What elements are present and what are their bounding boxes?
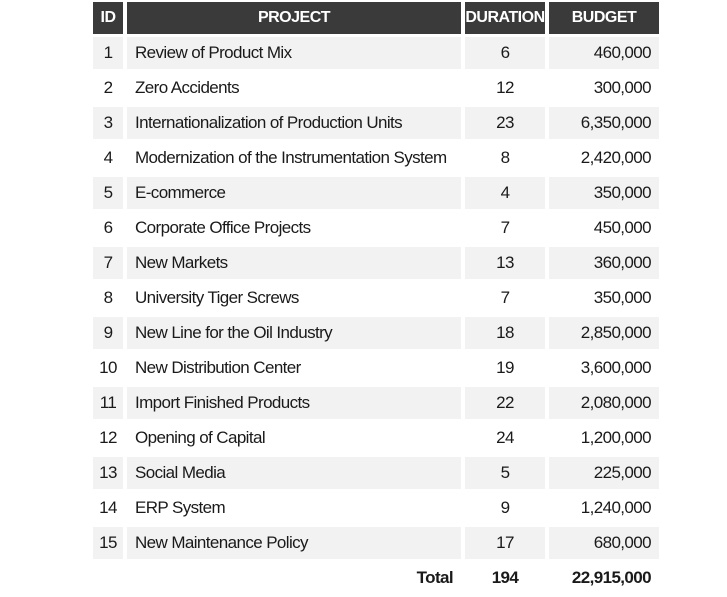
cell-id: 6 bbox=[93, 212, 123, 244]
cell-id: 2 bbox=[93, 72, 123, 104]
cell-project: Import Finished Products bbox=[127, 387, 461, 419]
cell-duration: 7 bbox=[465, 282, 545, 314]
total-budget: 22,915,000 bbox=[549, 562, 659, 594]
cell-id: 11 bbox=[93, 387, 123, 419]
table-row bbox=[93, 142, 659, 174]
cell-budget: 350,000 bbox=[549, 177, 659, 209]
cell-duration: 13 bbox=[465, 247, 545, 279]
table-row bbox=[93, 37, 659, 69]
header-project: PROJECT bbox=[127, 2, 461, 34]
cell-duration: 5 bbox=[465, 457, 545, 489]
cell-budget: 360,000 bbox=[549, 247, 659, 279]
cell-project: University Tiger Screws bbox=[127, 282, 461, 314]
table-body bbox=[93, 37, 659, 559]
cell-id: 3 bbox=[93, 107, 123, 139]
cell-id: 8 bbox=[93, 282, 123, 314]
cell-project: E-commerce bbox=[127, 177, 461, 209]
cell-duration: 6 bbox=[465, 37, 545, 69]
table-row bbox=[93, 247, 659, 279]
cell-budget: 300,000 bbox=[549, 72, 659, 104]
cell-id: 5 bbox=[93, 177, 123, 209]
cell-id: 15 bbox=[93, 527, 123, 559]
table-row bbox=[93, 282, 659, 314]
cell-project: Internationalization of Production Units bbox=[127, 107, 461, 139]
cell-budget: 3,600,000 bbox=[549, 352, 659, 384]
cell-project: Zero Accidents bbox=[127, 72, 461, 104]
project-table bbox=[89, 0, 663, 597]
cell-budget: 450,000 bbox=[549, 212, 659, 244]
cell-project: New Line for the Oil Industry bbox=[127, 317, 461, 349]
table-row bbox=[93, 422, 659, 454]
table-row bbox=[93, 72, 659, 104]
header-duration: DURATION bbox=[465, 2, 545, 34]
cell-budget: 1,240,000 bbox=[549, 492, 659, 524]
total-duration: 194 bbox=[465, 562, 545, 594]
cell-project: Opening of Capital bbox=[127, 422, 461, 454]
cell-id: 14 bbox=[93, 492, 123, 524]
cell-duration: 4 bbox=[465, 177, 545, 209]
cell-duration: 18 bbox=[465, 317, 545, 349]
cell-project: New Maintenance Policy bbox=[127, 527, 461, 559]
table-row bbox=[93, 352, 659, 384]
cell-id: 12 bbox=[93, 422, 123, 454]
cell-project: Review of Product Mix bbox=[127, 37, 461, 69]
total-label: Total bbox=[127, 562, 461, 594]
cell-project: New Markets bbox=[127, 247, 461, 279]
cell-budget: 460,000 bbox=[549, 37, 659, 69]
cell-budget: 2,420,000 bbox=[549, 142, 659, 174]
cell-project: New Distribution Center bbox=[127, 352, 461, 384]
cell-budget: 350,000 bbox=[549, 282, 659, 314]
header-budget: BUDGET bbox=[549, 2, 659, 34]
cell-budget: 6,350,000 bbox=[549, 107, 659, 139]
cell-project: Modernization of the Instrumentation System bbox=[127, 142, 461, 174]
table-row bbox=[93, 492, 659, 524]
cell-id: 10 bbox=[93, 352, 123, 384]
cell-duration: 23 bbox=[465, 107, 545, 139]
cell-duration: 22 bbox=[465, 387, 545, 419]
cell-duration: 8 bbox=[465, 142, 545, 174]
cell-duration: 19 bbox=[465, 352, 545, 384]
cell-id: 13 bbox=[93, 457, 123, 489]
table-row bbox=[93, 177, 659, 209]
cell-id: 9 bbox=[93, 317, 123, 349]
cell-budget: 2,080,000 bbox=[549, 387, 659, 419]
cell-duration: 24 bbox=[465, 422, 545, 454]
table-header-row bbox=[93, 2, 659, 34]
table-row bbox=[93, 317, 659, 349]
cell-budget: 1,200,000 bbox=[549, 422, 659, 454]
cell-project: Social Media bbox=[127, 457, 461, 489]
cell-duration: 9 bbox=[465, 492, 545, 524]
cell-duration: 12 bbox=[465, 72, 545, 104]
total-spacer bbox=[93, 562, 123, 594]
cell-id: 4 bbox=[93, 142, 123, 174]
table-row bbox=[93, 527, 659, 559]
cell-duration: 7 bbox=[465, 212, 545, 244]
cell-duration: 17 bbox=[465, 527, 545, 559]
cell-project: ERP System bbox=[127, 492, 461, 524]
cell-id: 7 bbox=[93, 247, 123, 279]
cell-budget: 680,000 bbox=[549, 527, 659, 559]
cell-budget: 2,850,000 bbox=[549, 317, 659, 349]
header-id: ID bbox=[93, 2, 123, 34]
table-row bbox=[93, 107, 659, 139]
cell-budget: 225,000 bbox=[549, 457, 659, 489]
cell-id: 1 bbox=[93, 37, 123, 69]
total-row bbox=[93, 562, 659, 594]
table-row bbox=[93, 387, 659, 419]
table-row bbox=[93, 457, 659, 489]
cell-project: Corporate Office Projects bbox=[127, 212, 461, 244]
table-row bbox=[93, 212, 659, 244]
